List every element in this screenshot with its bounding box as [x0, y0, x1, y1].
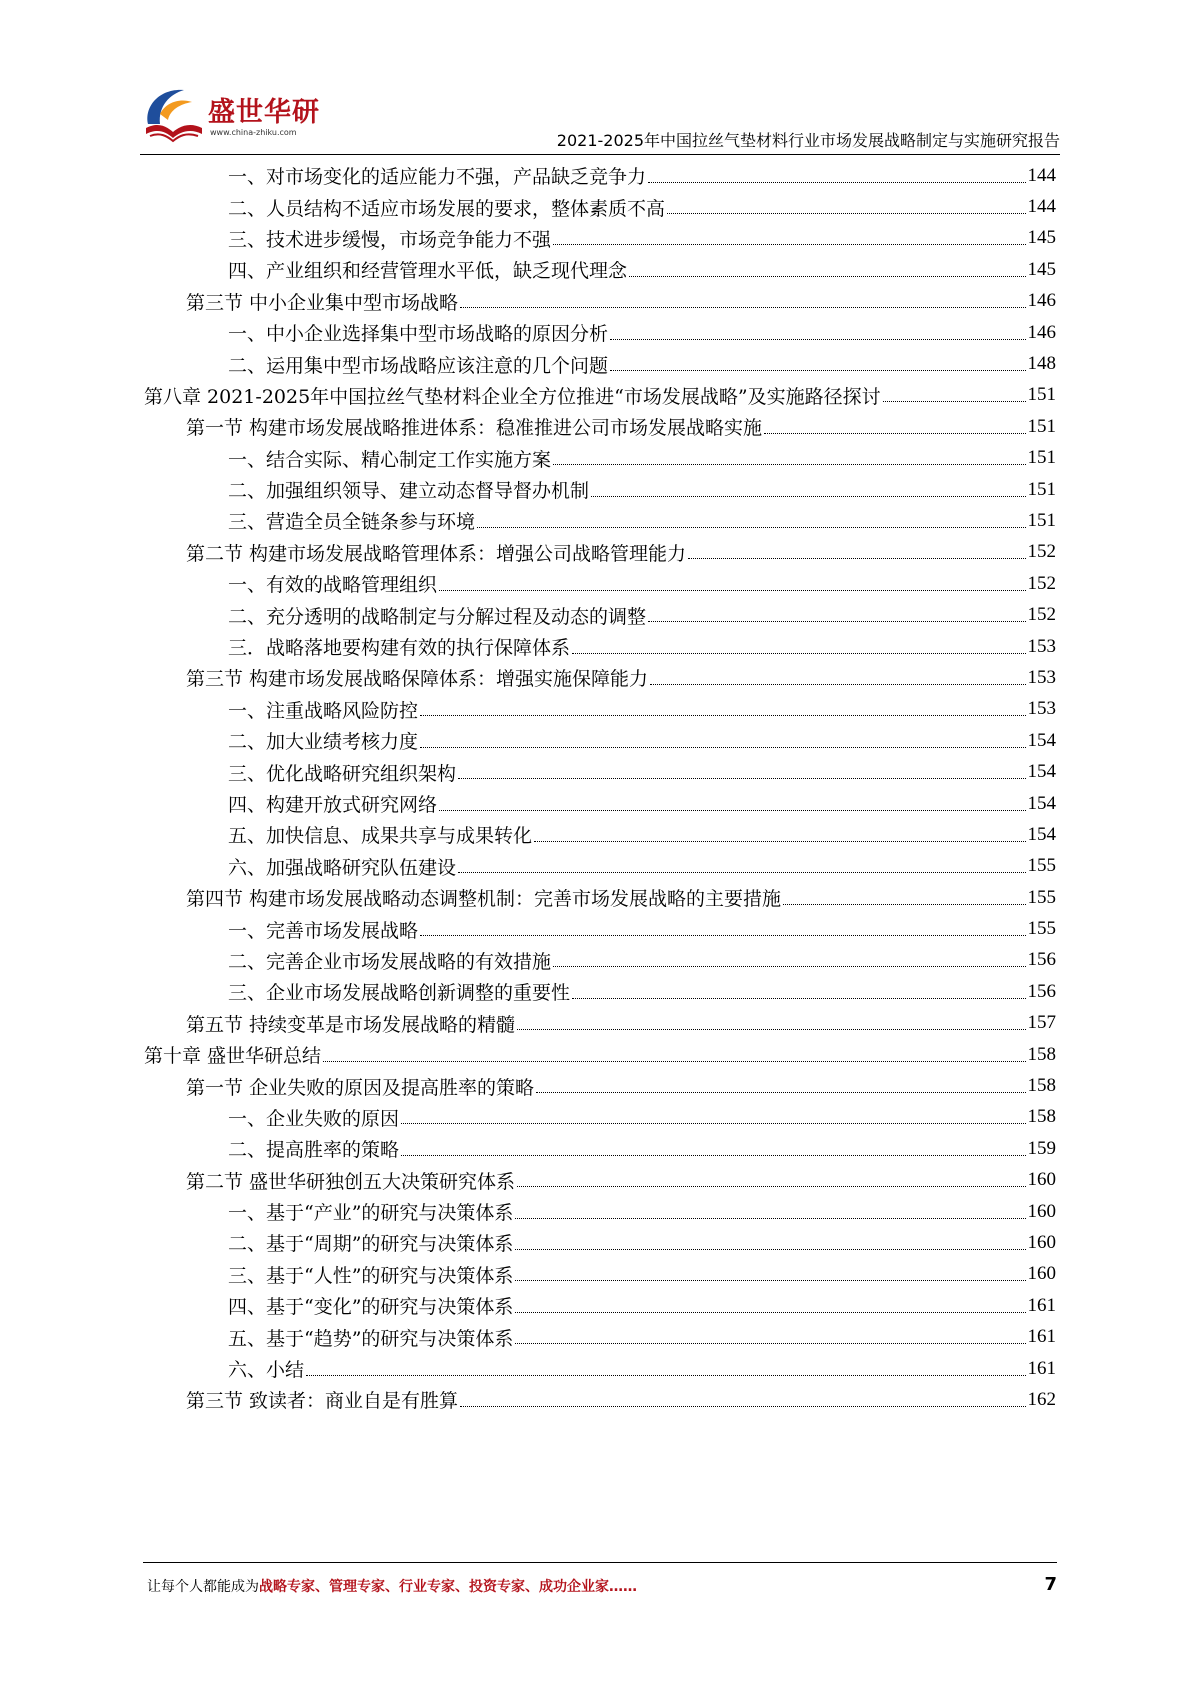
- toc-page-number: 153: [1027, 635, 1056, 657]
- logo-url: www.china-zhiku.com: [210, 128, 297, 137]
- toc-dot-leader: [420, 714, 1025, 716]
- toc-entry-title: 二、运用集中型市场战略应该注意的几个问题: [228, 354, 609, 377]
- toc-page-number: 158: [1027, 1075, 1056, 1097]
- toc-entry[interactable]: [144, 756, 1056, 787]
- toc-entry[interactable]: [144, 662, 1056, 693]
- toc-page-number: 146: [1027, 290, 1056, 312]
- toc-dot-leader: [401, 1122, 1025, 1124]
- toc-dot-leader: [536, 1091, 1025, 1093]
- toc-dot-leader: [515, 1342, 1025, 1344]
- toc-dot-leader: [610, 338, 1025, 340]
- toc-entry[interactable]: [144, 286, 1056, 317]
- toc-dot-leader: [515, 1311, 1025, 1313]
- toc-entry-title: 第二节 盛世华研独创五大决策研究体系: [186, 1170, 516, 1193]
- toc-entry[interactable]: [144, 1133, 1056, 1164]
- toc-page-number: 153: [1027, 666, 1056, 688]
- toc-entry-title: 二、充分透明的战略制定与分解过程及动态的调整: [228, 605, 647, 628]
- toc-dot-leader: [515, 1217, 1025, 1219]
- toc-entry[interactable]: [144, 568, 1056, 599]
- toc-entry[interactable]: [144, 1165, 1056, 1196]
- toc-entry-title: 三．战略落地要构建有效的执行保障体系: [228, 637, 571, 660]
- toc-entry[interactable]: [144, 1008, 1056, 1039]
- toc-dot-leader: [553, 965, 1025, 967]
- toc-page-number: 156: [1027, 949, 1056, 971]
- toc-entry-title: 三、营造全员全链条参与环境: [228, 511, 476, 534]
- toc-page-number: 153: [1027, 698, 1056, 720]
- toc-page-number: 155: [1027, 886, 1056, 908]
- toc-page-number: 161: [1027, 1357, 1056, 1379]
- toc-page-number: 156: [1027, 980, 1056, 1002]
- toc-dot-leader: [650, 683, 1025, 685]
- toc-entry[interactable]: [144, 1227, 1056, 1258]
- toc-dot-leader: [591, 495, 1025, 497]
- toc-dot-leader: [553, 243, 1025, 245]
- toc-dot-leader: [458, 777, 1025, 779]
- toc-dot-leader: [648, 181, 1025, 183]
- toc-entry[interactable]: [144, 1196, 1056, 1227]
- toc-page-number: 158: [1027, 1043, 1056, 1065]
- toc-entry-title: 第八章 2021-2025年中国拉丝气垫材料企业全方位推进“市场发展战略”及实施路径探讨: [144, 385, 881, 408]
- toc-page-number: 151: [1027, 384, 1056, 406]
- toc-entry[interactable]: [144, 191, 1056, 222]
- toc-entry-title: 一、对市场变化的适应能力不强，产品缺乏竞争力: [228, 166, 647, 189]
- toc-page-number: 152: [1027, 572, 1056, 594]
- toc-dot-leader: [477, 526, 1025, 528]
- toc-dot-leader: [306, 1374, 1025, 1376]
- toc-entry-title: 第三节 构建市场发展战略保障体系：增强实施保障能力: [186, 668, 649, 691]
- toc-entry-title: 第一节 构建市场发展战略推进体系：稳准推进公司市场发展战略实施: [186, 417, 763, 440]
- slogan-emphasis: 战略专家、管理专家、行业专家、投资专家、成功企业家……: [259, 1579, 637, 1595]
- toc-entry[interactable]: [144, 882, 1056, 913]
- toc-entry-title: 二、基于“周期”的研究与决策体系: [228, 1233, 514, 1256]
- footer-slogan: [147, 1576, 637, 1596]
- toc-page-number: 161: [1027, 1294, 1056, 1316]
- toc-entry[interactable]: [144, 474, 1056, 505]
- toc-entry[interactable]: [144, 160, 1056, 191]
- toc-entry[interactable]: [144, 1321, 1056, 1352]
- toc-entry-title: 第十章 盛世华研总结: [144, 1045, 322, 1068]
- toc-dot-leader: [439, 809, 1025, 811]
- toc-entry-title: 一、企业失败的原因: [228, 1107, 400, 1130]
- toc-entry[interactable]: [144, 976, 1056, 1007]
- toc-page-number: 155: [1027, 918, 1056, 940]
- report-title: 2021-2025年中国拉丝气垫材料行业市场发展战略制定与实施研究报告: [556, 131, 1060, 150]
- toc-entry-title: 三、优化战略研究组织架构: [228, 762, 457, 785]
- toc-entry-title: 一、完善市场发展战略: [228, 919, 419, 942]
- toc-page-number: 154: [1027, 823, 1056, 845]
- toc-entry-title: 五、加快信息、成果共享与成果转化: [228, 825, 533, 848]
- toc-entry-title: 四、产业组织和经营管理水平低，缺乏现代理念: [228, 260, 628, 283]
- toc-page-number: 160: [1027, 1231, 1056, 1253]
- toc-entry-title: 四、基于“变化”的研究与决策体系: [228, 1296, 514, 1319]
- toc-entry-title: 六、小结: [228, 1359, 305, 1382]
- book-swoosh-logo-icon: [140, 84, 206, 144]
- toc-page-number: 144: [1027, 164, 1056, 186]
- toc-dot-leader: [764, 432, 1025, 434]
- toc-page-number: 151: [1027, 415, 1056, 437]
- toc-dot-leader: [515, 1248, 1025, 1250]
- toc-page-number: 151: [1027, 478, 1056, 500]
- toc-entry[interactable]: [144, 348, 1056, 379]
- toc-page-number: 145: [1027, 258, 1056, 280]
- toc-entry[interactable]: [144, 1039, 1056, 1070]
- toc-dot-leader: [783, 903, 1025, 905]
- toc-entry[interactable]: [144, 725, 1056, 756]
- toc-dot-leader: [688, 557, 1025, 559]
- toc-dot-leader: [420, 746, 1025, 748]
- table-of-contents: [144, 160, 1056, 1416]
- toc-page-number: 144: [1027, 196, 1056, 218]
- toc-dot-leader: [323, 1060, 1025, 1062]
- toc-entry[interactable]: [144, 631, 1056, 662]
- toc-dot-leader: [629, 275, 1025, 277]
- toc-entry-title: 第五节 持续变革是市场发展战略的精髓: [186, 1013, 516, 1036]
- toc-dot-leader: [517, 1185, 1025, 1187]
- toc-dot-leader: [460, 1405, 1025, 1407]
- toc-dot-leader: [460, 306, 1025, 308]
- toc-entry[interactable]: [144, 254, 1056, 285]
- toc-entry-title: 第三节 致读者：商业自是有胜算: [186, 1390, 459, 1413]
- toc-dot-leader: [553, 463, 1025, 465]
- toc-entry[interactable]: [144, 537, 1056, 568]
- toc-entry[interactable]: [144, 913, 1056, 944]
- toc-page-number: 161: [1027, 1326, 1056, 1348]
- toc-entry-title: 第二节 构建市场发展战略管理体系：增强公司战略管理能力: [186, 542, 687, 565]
- toc-entry[interactable]: [144, 223, 1056, 254]
- toc-entry-title: 六、加强战略研究队伍建设: [228, 856, 457, 879]
- toc-page-number: 162: [1027, 1388, 1056, 1410]
- toc-entry-title: 四、构建开放式研究网络: [228, 794, 438, 816]
- page-number: 7: [1044, 1574, 1057, 1595]
- toc-dot-leader: [401, 1154, 1025, 1156]
- toc-entry-title: 三、技术进步缓慢，市场竞争能力不强: [228, 228, 552, 251]
- toc-page-number: 155: [1027, 855, 1056, 877]
- toc-dot-leader: [572, 652, 1025, 654]
- toc-entry-title: 五、基于“趋势”的研究与决策体系: [228, 1327, 514, 1350]
- toc-page-number: 154: [1027, 761, 1056, 783]
- toc-entry[interactable]: [144, 788, 1056, 819]
- toc-entry[interactable]: [144, 945, 1056, 976]
- toc-entry[interactable]: [144, 411, 1056, 442]
- toc-entry[interactable]: [144, 505, 1056, 536]
- toc-page-number: 151: [1027, 509, 1056, 531]
- toc-page-number: 154: [1027, 729, 1056, 751]
- toc-page-number: 146: [1027, 321, 1056, 343]
- toc-entry-title: 三、企业市场发展战略创新调整的重要性: [228, 982, 571, 1005]
- toc-dot-leader: [420, 934, 1025, 936]
- toc-entry[interactable]: [144, 443, 1056, 474]
- toc-page-number: 159: [1027, 1137, 1056, 1159]
- toc-page-number: 152: [1027, 541, 1056, 563]
- toc-page-number: 158: [1027, 1106, 1056, 1128]
- toc-entry[interactable]: [144, 851, 1056, 882]
- toc-entry-title: 一、结合实际、精心制定工作实施方案: [228, 448, 552, 471]
- toc-entry[interactable]: [144, 380, 1056, 411]
- toc-entry-title: 一、基于“产业”的研究与决策体系: [228, 1202, 514, 1225]
- toc-entry[interactable]: [144, 819, 1056, 850]
- toc-page-number: 148: [1027, 353, 1056, 375]
- toc-dot-leader: [572, 997, 1025, 999]
- toc-entry[interactable]: [144, 1290, 1056, 1321]
- toc-entry-title: 一、注重战略风险防控: [228, 699, 419, 722]
- toc-entry-title: 二、完善企业市场发展战略的有效措施: [228, 950, 552, 973]
- toc-dot-leader: [667, 212, 1025, 214]
- toc-entry[interactable]: [144, 317, 1056, 348]
- toc-dot-leader: [515, 1279, 1025, 1281]
- toc-entry-title: 第四节 构建市场发展战略动态调整机制：完善市场发展战略的主要措施: [186, 888, 782, 911]
- toc-dot-leader: [883, 400, 1026, 402]
- header-divider: [140, 154, 1060, 155]
- toc-dot-leader: [534, 840, 1025, 842]
- toc-dot-leader: [648, 620, 1025, 622]
- toc-dot-leader: [439, 589, 1025, 591]
- toc-page-number: 160: [1027, 1169, 1056, 1191]
- logo-text: 盛世华研: [208, 97, 320, 128]
- toc-page-number: 160: [1027, 1200, 1056, 1222]
- toc-page-number: 152: [1027, 604, 1056, 626]
- toc-dot-leader: [517, 1028, 1025, 1030]
- toc-entry-title: 二、提高胜率的策略: [228, 1139, 400, 1162]
- toc-entry-title: 三、基于“人性”的研究与决策体系: [228, 1264, 514, 1287]
- toc-page-number: 157: [1027, 1012, 1056, 1034]
- toc-entry-title: 一、中小企业选择集中型市场战略的原因分析: [228, 323, 609, 346]
- toc-page-number: 151: [1027, 447, 1056, 469]
- toc-entry-title: 二、加强组织领导、建立动态督导督办机制: [228, 480, 590, 503]
- toc-entry[interactable]: [144, 1384, 1056, 1415]
- toc-entry[interactable]: [144, 599, 1056, 630]
- toc-entry-title: 二、人员结构不适应市场发展的要求，整体素质不高: [228, 197, 666, 220]
- toc-dot-leader: [610, 369, 1025, 371]
- toc-entry-title: 二、加大业绩考核力度: [228, 731, 419, 754]
- toc-page-number: 145: [1027, 227, 1056, 249]
- toc-page-number: 154: [1027, 792, 1056, 814]
- toc-entry-title: 第三节 中小企业集中型市场战略: [186, 291, 459, 314]
- toc-entry-title: 一、有效的战略管理组织: [228, 574, 438, 597]
- page-footer: [147, 1576, 1057, 1602]
- toc-entry[interactable]: [144, 1353, 1056, 1384]
- toc-entry[interactable]: [144, 1259, 1056, 1290]
- footer-divider: [143, 1562, 1057, 1563]
- toc-entry[interactable]: [144, 1070, 1056, 1101]
- company-logo: [140, 78, 350, 148]
- toc-entry-title: 第一节 企业失败的原因及提高胜率的策略: [186, 1076, 535, 1099]
- toc-entry[interactable]: [144, 694, 1056, 725]
- page-header: [140, 78, 1060, 160]
- slogan-prefix: 让每个人都能成为: [147, 1579, 259, 1595]
- toc-page-number: 160: [1027, 1263, 1056, 1285]
- toc-entry[interactable]: [144, 1102, 1056, 1133]
- toc-dot-leader: [458, 871, 1025, 873]
